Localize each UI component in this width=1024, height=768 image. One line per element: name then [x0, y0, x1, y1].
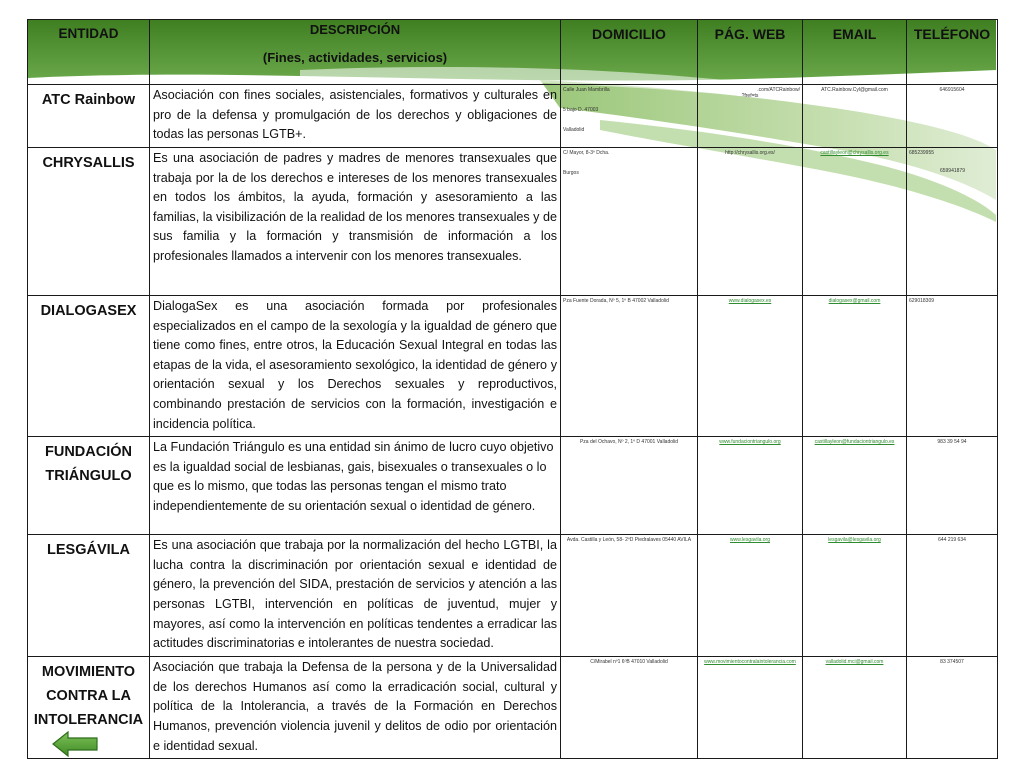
entity-email[interactable]: ATC.Rainbow.Cyl@gmail.com — [803, 85, 907, 148]
entity-email[interactable]: lesgavila@lesgavila.org — [803, 535, 907, 657]
entity-website[interactable]: .com/ATCRainbow/ ?fref=ts — [698, 85, 803, 148]
entity-name: DIALOGASEX — [28, 296, 150, 437]
back-arrow-icon[interactable] — [52, 731, 98, 757]
table-row — [28, 657, 998, 759]
table-row — [28, 296, 998, 437]
entity-description: Es una asociación de padres y madres de menores transexuales que trabaja por la de los derechos e intereses de los menores transexuales en todos los ámbitos, la ayuda, formación y asesoramiento a las familias, la visibilización de la realidad de los menores transexuales y de sus familia y la formación y transmisión de información a los profesionales llamados a intervenir con los menores transexuales. — [150, 148, 561, 296]
header-pag-web: PÁG. WEB — [698, 20, 803, 85]
entity-name: LESGÁVILA — [28, 535, 150, 657]
entity-phone: 629018309 — [907, 296, 998, 437]
table-row — [28, 148, 998, 296]
entity-phone: 83 374507 — [907, 657, 998, 759]
entity-address: Pza Fuente Dorada, Nº 5, 1º B 47002 Valladolid — [561, 296, 698, 437]
entity-description: DialogaSex es una asociación formada por profesionales especializados en el campo de la sexología y la igualdad de género que tiene como fines, entre otros, la Educación Sexual Integral en todas las etapas de la vida, el asesoramiento sexológico, la identidad de género y orientación sexual y los Derechos sexuales y reproductivos, combinando prestación de servicios con la formación, investigación e incidencia política. — [150, 296, 561, 437]
entity-website[interactable]: www.fundaciontriangulo.org — [698, 437, 803, 535]
entity-address: C/ Mayor, 8-3º Dcha. Burgos — [561, 148, 698, 296]
entity-website[interactable]: http://chrysallis.org.es/ — [698, 148, 803, 296]
header-telefono: TELÉFONO — [907, 20, 998, 85]
entity-website[interactable]: www.dialogasex.es — [698, 296, 803, 437]
entity-phone: 983 39 54 94 — [907, 437, 998, 535]
entity-description: La Fundación Triángulo es una entidad sin ánimo de lucro cuyo objetivo es la igualdad social de lesbianas, gais, bisexuales o transexuales o lo que es lo mismo, que todas las personas tengan el mismo trato independientemente de su orientación sexual o identidad de género. — [150, 437, 561, 535]
entity-description: Asociación con fines sociales, asistenciales, formativos y culturales en pro de la defensa y promulgación de los derechos y obligaciones de todas las personas LGTB+. — [150, 85, 561, 148]
entity-description: Es una asociación que trabaja por la normalización del hecho LGTBI, la lucha contra la discriminación por orientación sexual e identidad de género, la prevención del SIDA, prestación de servicios y atención a las personas LGTBI, intervención en políticas de juventud, mujer y mayores, así como la intervención en políticas tendentes a erradicar las actitudes discriminatorias e intolerantes de nuestra sociedad. — [150, 535, 561, 657]
header-descripcion — [150, 20, 561, 85]
entity-email[interactable]: valladolid.mci@gmail.com — [803, 657, 907, 759]
table-row — [28, 437, 998, 535]
header-descripcion-sub: (Fines, actividades, servicios) — [262, 49, 448, 65]
entity-email[interactable]: dialogasex@gmail.com — [803, 296, 907, 437]
entity-name: CHRYSALLIS — [28, 148, 150, 296]
header-entidad: ENTIDAD — [28, 20, 150, 85]
entity-name: MOVIMIENTO CONTRA LA INTOLERANCIA — [28, 657, 150, 759]
entity-address: Calle Juan Mambrilla 5 bajo D. 47003 Valladolid — [561, 85, 698, 148]
entity-address: Avda. Castilla y León, 58- 2ºD Piedralaves 05440 AVILA — [561, 535, 698, 657]
entities-table — [27, 19, 998, 759]
entity-description: Asociación que trabaja la Defensa de la persona y de la Universalidad de los derechos Humanos así como la erradicación social, cultural y política de la Intolerancia, a través de la Formación en Derechos Humanos, prevención violencia juvenil y delitos de odio por orientación e identidad sexual. — [150, 657, 561, 759]
header-domicilio: DOMICILIO — [561, 20, 698, 85]
entity-phone: 646915604 — [907, 85, 998, 148]
table-row — [28, 535, 998, 657]
entity-website[interactable]: www.movimientocontralaintolerancia.com — [698, 657, 803, 759]
entity-website[interactable]: www.lesgavila.org — [698, 535, 803, 657]
table-header-row — [28, 20, 998, 85]
entity-name: ATC Rainbow — [28, 85, 150, 148]
entity-email[interactable]: castillayleon@chrysallis.org.es — [803, 148, 907, 296]
entity-address: C/Mirabel nº1 6ºB 47010 Valladolid — [561, 657, 698, 759]
entity-phone: 685239955 659941879 — [907, 148, 998, 296]
entity-name: FUNDACIÓN TRIÁNGULO — [28, 437, 150, 535]
entity-phone: 644 219 634 — [907, 535, 998, 657]
table-row — [28, 85, 998, 148]
entity-email[interactable]: castillayleon@fundaciontriangulo.es — [803, 437, 907, 535]
header-email: EMAIL — [803, 20, 907, 85]
header-descripcion-title: DESCRIPCIÓN — [309, 22, 401, 37]
entity-address: Pza del Ochavo, Nº 2, 1º D 47001 Valladolid — [561, 437, 698, 535]
